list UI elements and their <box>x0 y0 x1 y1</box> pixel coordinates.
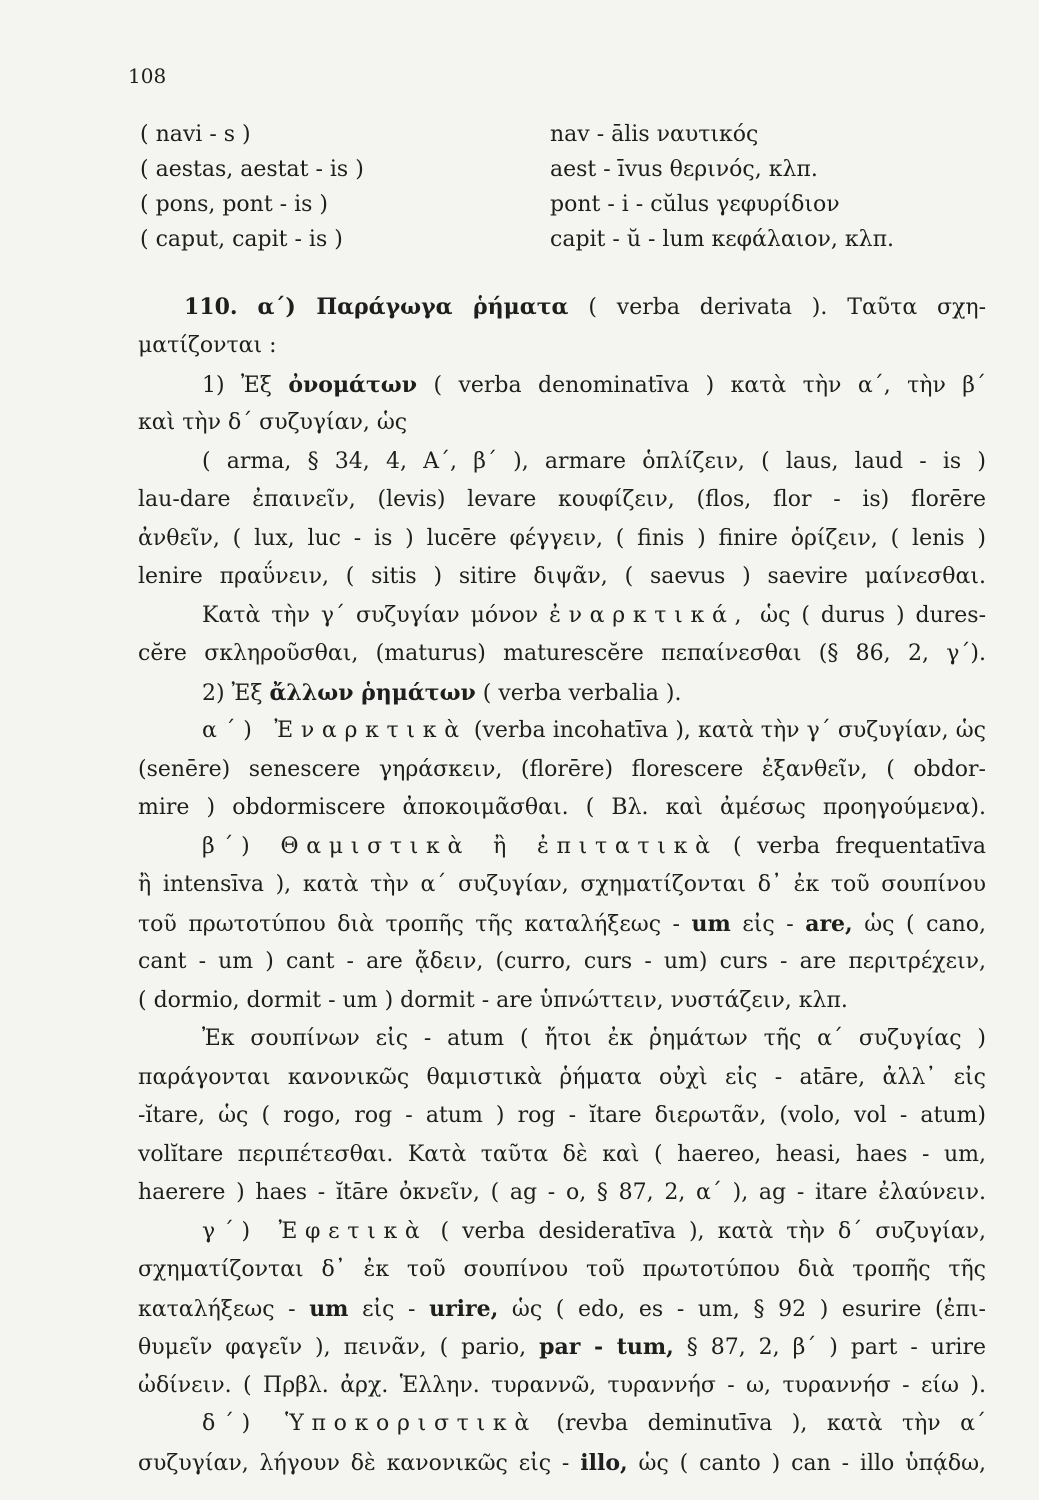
emphasis: are, <box>805 911 853 937</box>
emphasis: um <box>309 1296 349 1322</box>
text-line: τοῦ πρωτοτύπου διὰ τροπῆς τῆς καταλήξεως - um εἰς - are, ὡς ( cano, <box>138 911 986 937</box>
emphasis-spaced: γ΄) Ἐφετικὰ <box>202 1219 428 1244</box>
text-line: συζυγίαν, λήγουν δὲ κανονικῶς εἰς - illo, ὡς ( canto ) can - illo ὑπᾴδω, <box>138 1450 986 1476</box>
emphasis-spaced: ἐναρκτικά, <box>549 603 750 628</box>
emphasis: ἄλλων ῥημάτων <box>269 680 476 706</box>
text-line: (senēre) senescere γηράσκειν, (florēre) florescere ἐξανθεῖν, ( obdor- <box>138 757 986 782</box>
emphasis: um <box>691 911 731 937</box>
section-number: 110. <box>184 294 238 320</box>
example-derived-right: capit - ŭ - lum κεφάλαιον, κλπ. <box>550 227 895 252</box>
emphasis-spaced: α΄) Ἐναρκτικὰ <box>202 718 467 743</box>
text-line: ὠδίνειν. ( Πρβλ. ἀρχ. Ἑλλην. τυραννῶ, τυραννήσ - ω, τυραννήσ - είω ). <box>138 1373 986 1398</box>
text-line: παράγονται κανονικῶς θαμιστικὰ ῥήματα οὐχὶ εἰς - atāre, ἀλλ᾽ εἰς <box>138 1065 986 1090</box>
emphasis: ὀνομάτων <box>288 372 418 398</box>
text-line: 1) Ἐξ ὀνομάτων ( verba denominatīva ) κατὰ τὴν α΄, τὴν β΄ <box>202 372 986 398</box>
text-line: καὶ τὴν δ΄ συζυγίαν, ὡς <box>138 410 408 435</box>
text-line: γ΄) Ἐφετικὰ ( verba desideratīva ), κατὰ τὴν δ΄ συζυγίαν, <box>202 1219 986 1244</box>
text-line: 2) Ἐξ ἄλλων ῥημάτων ( verba verbalia ). <box>202 680 682 706</box>
section-subtitle: ( verba derivata ). <box>588 295 828 320</box>
example-latin-left: ( pons, pont - is ) <box>140 192 329 217</box>
example-derived-right: nav - ālis ναυτικός <box>550 122 759 147</box>
emphasis: urire, <box>429 1296 499 1322</box>
section-intro: Ταῦτα σχη- <box>847 295 987 320</box>
text-line: Κατὰ τὴν γ΄ συζυγίαν μόνον ἐναρκτικά, ὡς ( durus ) dures- <box>202 603 987 628</box>
text-line: mire ) obdormiscere ἀποκοιμᾶσθαι. ( Βλ. καὶ ἀμέσως προηγούμενα). <box>138 795 986 820</box>
text-line: ἢ intensīva ), κατὰ τὴν α΄ συζυγίαν, σχηματίζονται δ᾽ ἐκ τοῦ σουπίνου <box>138 872 986 897</box>
example-derived-right: pont - i - cŭlus γεφυρίδιον <box>550 192 840 217</box>
emphasis-spaced: δ΄) Ὑποκοριστικὰ <box>202 1411 537 1436</box>
example-latin-left: ( aestas, aestat - is ) <box>140 157 364 182</box>
text-line: ( dormio, dormit - um ) dormit - are ὑπνώττειν, νυστάζειν, κλπ. <box>138 988 848 1013</box>
text-line: haerere ) haes - ĭtāre ὀκνεῖν, ( ag - o, § 87, 2, α΄ ), ag - itare ἐλαύνειν. <box>138 1180 986 1205</box>
text-line: volĭtare περιπέτεσθαι. Κατὰ ταῦτα δὲ καὶ ( haereo, heasi, haes - um, <box>138 1142 986 1167</box>
text-line: cant - um ) cant - are ᾄδειν, (curro, curs - um) curs - are περιτρέχειν, <box>138 949 986 974</box>
text-line: ἀνθεῖν, ( lux, luc - is ) lucēre φέγγειν, ( finis ) finire ὁρίζειν, ( lenis ) <box>138 526 986 551</box>
text-line: α΄) Ἐναρκτικὰ (verba incohatīva ), κατὰ τὴν γ΄ συζυγίαν, ὡς <box>202 718 986 743</box>
text-line: Ἐκ σουπίνων εἰς - atum ( ἤτοι ἐκ ῥημάτων τῆς α΄ συζυγίας ) <box>202 1026 986 1051</box>
emphasis: par - tum, <box>539 1334 674 1360</box>
text-line: -ĭtare, ὡς ( rogo, rog - atum ) rog - ĭtare διερωτᾶν, (volo, vol - atum) <box>138 1103 986 1128</box>
example-latin-left: ( caput, capit - is ) <box>140 227 343 252</box>
text-line: ματίζονται : <box>138 333 277 358</box>
text-line: καταλήξεως - um εἰς - urire, ὡς ( edo, es - um, § 92 ) esurire (ἐπι- <box>138 1296 986 1322</box>
text-line: lenire πραΰνειν, ( sitis ) sitire διψᾶν, ( saevus ) saevire μαίνεσθαι. <box>138 564 986 589</box>
text-line: δ΄) Ὑποκοριστικὰ (revba deminutīva ), κατὰ τὴν α΄ <box>202 1411 986 1436</box>
text-line: ( arma, § 34, 4, Α΄, β΄ ), armare ὁπλίζειν, ( laus, laud - is ) <box>202 449 986 474</box>
section-heading-line <box>184 294 986 320</box>
example-derived-right: aest - īvus θερινός, κλπ. <box>550 157 818 182</box>
section-heading: α΄) Παράγωγα ῥήματα <box>257 294 569 320</box>
text-line: β΄) Θαμιστικὰ ἢ ἐπιτατικὰ ( verba frequentatīva <box>202 834 986 859</box>
text-line: lau-dare ἐπαινεῖν, (levis) levare κουφίζειν, (flos, flor - is) florēre <box>138 487 986 512</box>
text-line: θυμεῖν φαγεῖν ), πεινᾶν, ( pario, par - tum, § 87, 2, β΄ ) part - urire <box>138 1334 987 1360</box>
emphasis-spaced: β΄) Θαμιστικὰ ἢ ἐπιτατικὰ <box>202 834 718 859</box>
page-number: 108 <box>128 64 167 88</box>
example-latin-left: ( navi - s ) <box>140 122 251 147</box>
emphasis: illo, <box>580 1450 628 1476</box>
text-line: σχηματίζονται δ᾽ ἐκ τοῦ σουπίνου τοῦ πρωτοτύπου διὰ τροπῆς τῆς <box>138 1257 986 1282</box>
text-line: cĕre σκληροῦσθαι, (maturus) maturescĕre πεπαίνεσθαι (§ 86, 2, γ΄). <box>138 641 986 666</box>
